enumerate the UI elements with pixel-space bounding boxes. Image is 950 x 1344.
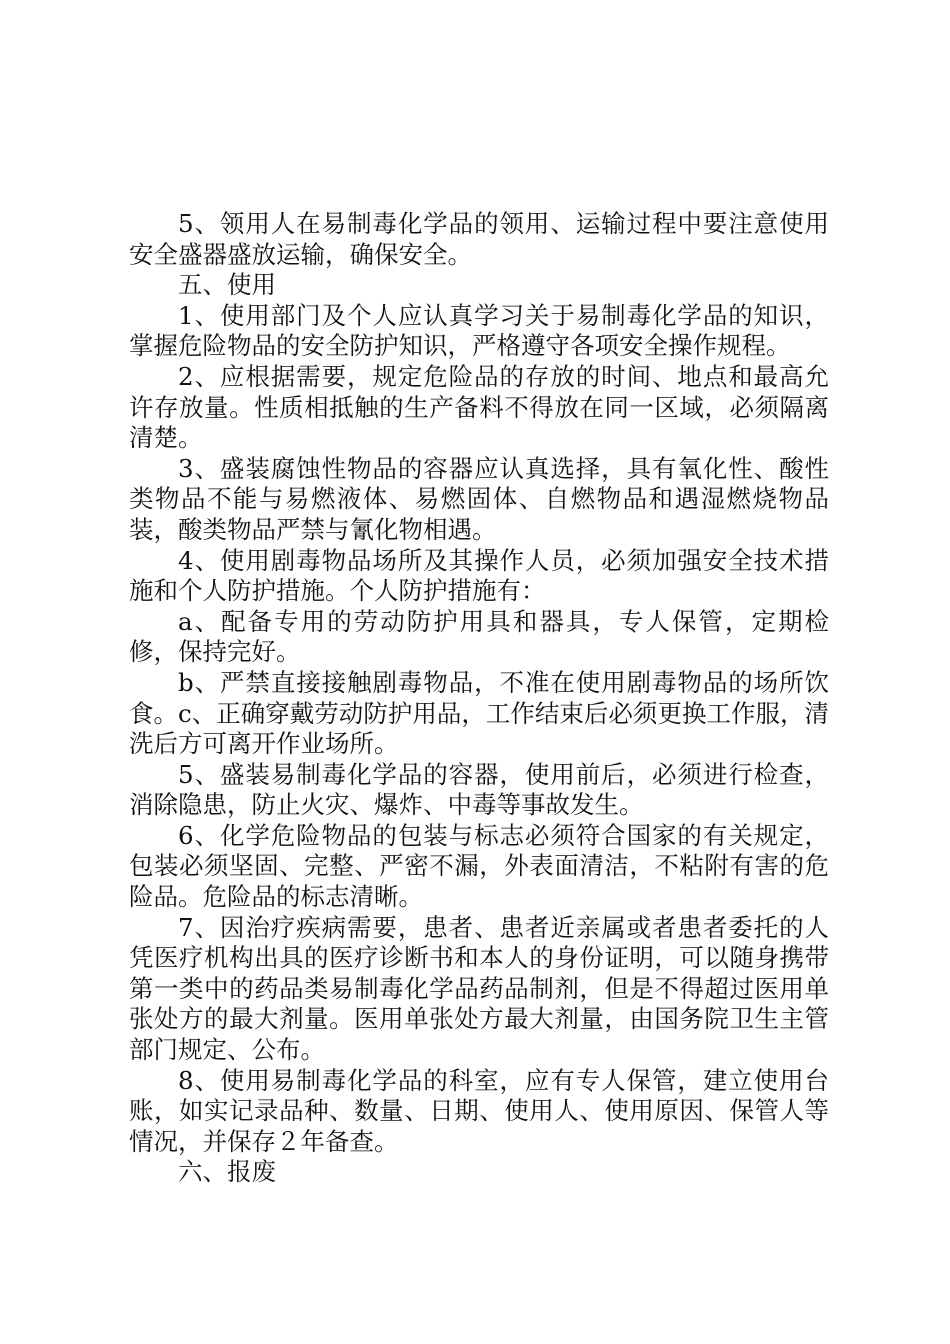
paragraph-protection-a: a、配备专用的劳动防护用具和器具，专人保管，定期检修，保持完好。 [129, 606, 829, 667]
paragraph-usage-4: 4、使用剧毒物品场所及其操作人员，必须加强安全技术措施和个人防护措施。个人防护措施有： [129, 545, 829, 606]
section-heading-usage: 五、使用 [178, 270, 276, 300]
paragraph-usage-7: 7、因治疗疾病需要，患者、患者近亲属或者患者委托的人凭医疗机构出具的医疗诊断书和本人的身份证明，可以随身携带第一类中的药品类易制毒化学品药品制剂，但是不得超过医用单张处方的最大剂量。医用单张处方最大剂量，由国务院卫生主管部门规定、公布。 [129, 912, 829, 1065]
paragraph-usage-8: 8、使用易制毒化学品的科室，应有专人保管，建立使用台账，如实记录品种、数量、日期、使用人、使用原因、保管人等情况，并保存２年备查。 [129, 1065, 829, 1156]
paragraph-protection-b-c: b、严禁直接接触剧毒物品，不准在使用剧毒物品的场所饮食。c、正确穿戴劳动防护用品，工作结束后必须更换工作服，清洗后方可离开作业场所。 [129, 667, 829, 759]
paragraph-usage-2: 2、应根据需要，规定危险品的存放的时间、地点和最高允许存放量。性质相抵触的生产备料不得放在同一区域，必须隔离清楚。 [129, 361, 829, 453]
paragraph-usage-1: 1、使用部门及个人应认真学习关于易制毒化学品的知识，掌握危险物品的安全防护知识，严格遵守各项安全操作规程。 [129, 300, 829, 361]
paragraph-usage-6: 6、化学危险物品的包装与标志必须符合国家的有关规定，包装必须坚固、完整、严密不漏，外表面清洁，不粘附有害的危险品。危险品的标志清晰。 [129, 820, 829, 912]
paragraph-usage-5: 5、盛装易制毒化学品的容器，使用前后，必须进行检查，消除隐患，防止火灾、爆炸、中毒等事故发生。 [129, 759, 829, 820]
document-body [129, 209, 829, 1188]
paragraph-usage-3: 3、盛装腐蚀性物品的容器应认真选择，具有氧化性、酸性类物品不能与易燃液体、易燃固体、自燃物品和遇湿燃烧物品装，酸类物品严禁与氰化物相遇。 [129, 453, 829, 544]
paragraph-collection-safety: 5、领用人在易制毒化学品的领用、运输过程中要注意使用安全盛器盛放运输，确保安全。 [129, 209, 829, 269]
section-heading-disposal: 六、报废 [178, 1157, 276, 1187]
